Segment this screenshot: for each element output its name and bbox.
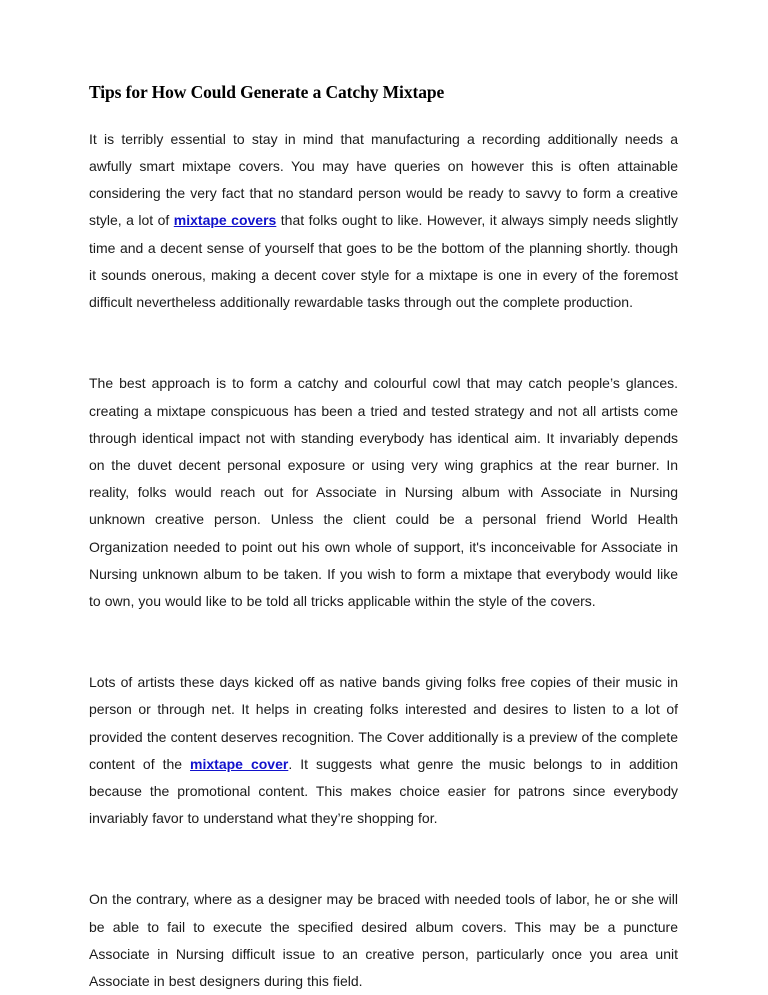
- paragraph-2: The best approach is to form a catchy and colourful cowl that may catch people’s glances. creating a mixtape conspicuous has been a tried and tested strategy and not all artists come through identical impact not with standing everybody has identical aim. It invariably depends on the duvet decent personal exposure or using very wing graphics at the rear burner. In reality, folks would reach out for Associate in Nursing album with Associate in Nursing unknown creative person. Unless the client could be a personal friend World Health Organization needed to point out his own whole of support, it's inconceivable for Associate in Nursing unknown album to be taken. If you wish to form a mixtape that everybody would like to own, you would like to be told all tricks applicable within the style of the covers.: [89, 375, 678, 609]
- paragraph-list: [89, 126, 678, 995]
- page-title: Tips for How Could Generate a Catchy Mixtape: [89, 82, 445, 102]
- inline-link[interactable]: mixtape cover: [190, 755, 289, 772]
- inline-link[interactable]: mixtape covers: [173, 212, 277, 229]
- paragraph-3: Lots of artists these days kicked off as native bands giving folks free copies of their music in person or through net. It helps in creating folks interested and desires to listen to a lot of provided the content deserves recognition. The Cover additionally is a preview of the complete content of the mixtape cover. It suggests what genre the music belongs to in addition because the promotional content. This makes choice easier for patrons since everybody invariably favor to understand what they’re shopping for.: [89, 674, 678, 827]
- paragraph-4: On the contrary, where as a designer may be braced with needed tools of labor, he or she will be able to fail to execute the specified desired album covers. This may be a puncture Associate in Nursing difficult issue to an creative person, particularly once you area unit Associate in best designers during this field.: [89, 891, 678, 989]
- paragraph-1: It is terribly essential to stay in mind that manufacturing a recording additionally needs a awfully smart mixtape covers. You may have queries on however this is often attainable considering the very fact that no standard person would be ready to savvy to form a creative style, a lot of mixtape covers that folks ought to like. However, it always simply needs slightly time and a decent sense of yourself that goes to be the bottom of the planning shortly. though it sounds onerous, making a decent cover style for a mixtape is one in every of the foremost difficult nevertheless additionally rewardable tasks through out the complete production.: [89, 130, 678, 311]
- document-body: [89, 82, 678, 995]
